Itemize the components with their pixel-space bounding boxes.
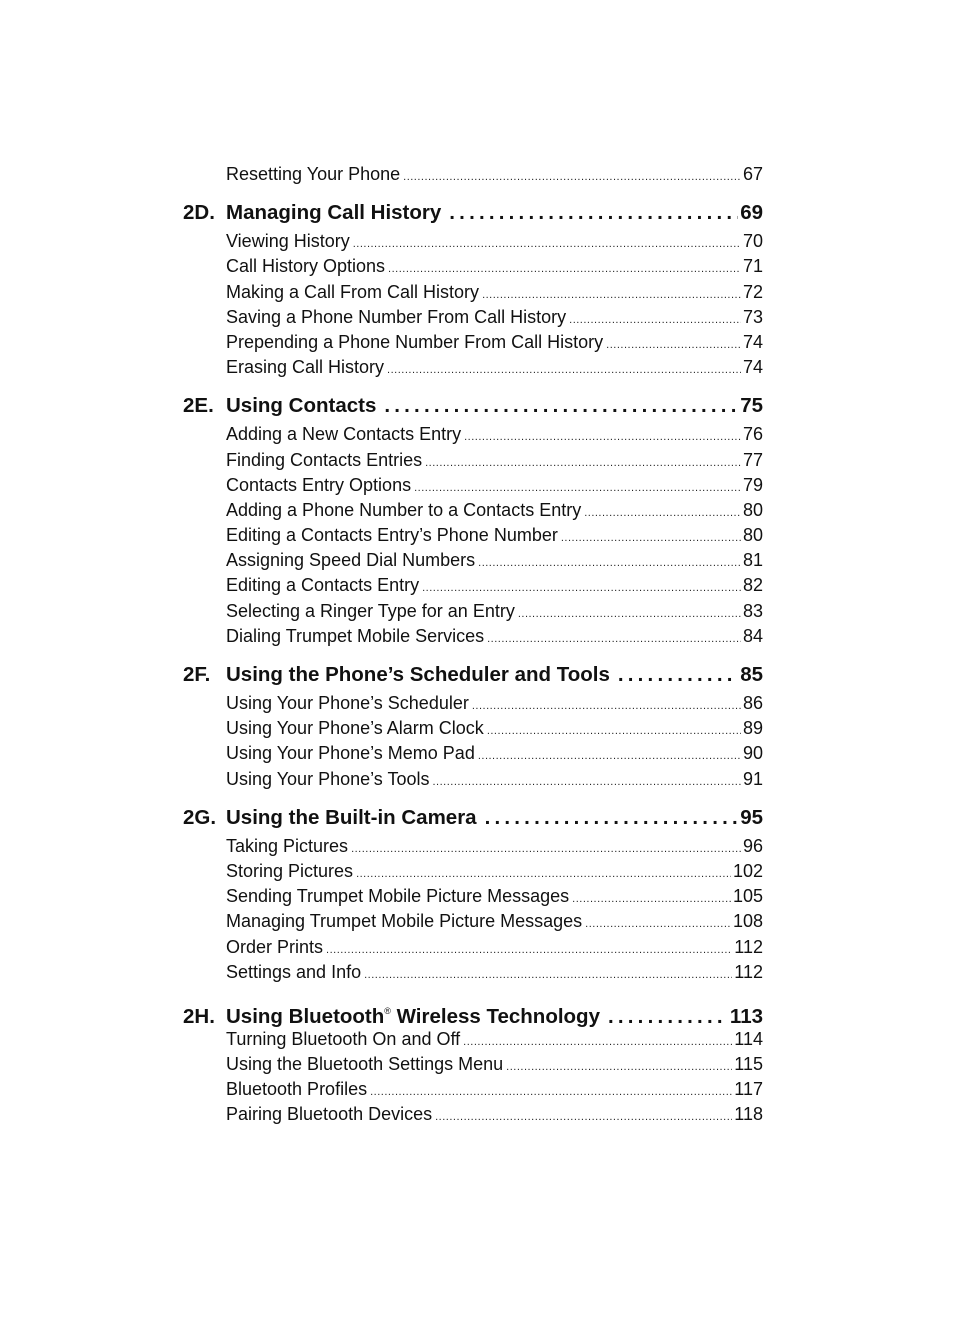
dot-leader [326,938,732,960]
entry-title: Adding a Phone Number to a Contacts Entry [226,499,582,520]
dot-leader [370,1080,732,1102]
entry-page: 79 [742,474,763,495]
dot-leader [608,1002,728,1027]
toc-section-heading[interactable] [183,660,763,691]
toc-entry[interactable] [226,884,763,909]
dot-leader [356,862,731,884]
entry-page: 115 [734,1054,763,1075]
dot-leader [432,770,740,792]
dot-leader [384,391,738,421]
entry-title: Using Your Phone’s Scheduler [226,693,469,713]
toc-section-heading[interactable] [183,391,763,422]
toc-entry[interactable] [226,473,763,498]
entry-title: Viewing History [226,231,350,252]
dot-leader [463,1030,732,1052]
dot-leader [449,198,738,228]
entry-page: 81 [742,550,763,571]
entry-page: 83 [742,600,763,621]
section-number: 2D. [183,201,215,225]
toc-entry[interactable] [226,162,763,187]
toc-entry[interactable] [226,691,763,716]
toc-entry[interactable] [226,523,763,548]
dot-leader [487,719,741,741]
toc-section-heading[interactable] [183,996,763,1027]
dot-leader [618,660,738,690]
entry-title: Settings and Info [226,961,362,982]
entry-title: Bluetooth Profiles [226,1079,368,1100]
entry-title: Using Your Phone’s Alarm Clock [226,718,484,739]
section-page: 75 [740,394,763,418]
entry-title: Using the Bluetooth Settings Menu [226,1054,504,1075]
entry-title: Order Prints [226,936,324,957]
toc-entry[interactable] [226,716,763,741]
entry-page: 108 [732,911,763,932]
toc-section-heading[interactable] [183,803,763,834]
entry-title: Taking Pictures [226,835,349,856]
toc-entry[interactable] [226,1077,763,1102]
dot-leader [464,425,741,447]
entry-title: Erasing Call History [226,357,385,378]
dot-leader [485,803,739,833]
toc-entry[interactable] [226,254,763,279]
toc-entry[interactable] [226,935,763,960]
entry-page: 84 [742,625,763,646]
dot-leader [518,602,741,624]
dot-leader [403,165,741,187]
section-page: 69 [740,201,763,225]
entry-page: 118 [734,1104,763,1125]
dot-leader [425,451,741,473]
dot-leader [478,551,741,573]
entry-title: Finding Contacts Entries [226,449,423,470]
entry-title: Using Your Phone’s Tools [226,768,430,789]
dot-leader [478,744,741,766]
dot-leader [388,257,741,279]
entry-title: Managing Trumpet Mobile Picture Messages [226,911,583,932]
entry-page: 117 [734,1079,763,1100]
dot-leader [584,501,741,523]
entry-page: 86 [742,693,763,713]
entry-title: Using Your Phone’s Memo Pad [226,743,475,764]
dot-leader [435,1105,732,1127]
toc-entry[interactable] [226,355,763,380]
entry-title: Resetting Your Phone [226,164,401,184]
dot-leader [506,1055,732,1077]
entry-page: 73 [742,306,763,327]
entry-page: 72 [742,281,763,302]
toc-entry[interactable] [226,1102,763,1127]
section-number: 2E. [183,394,214,418]
toc-entry[interactable] [226,305,763,330]
entry-title: Editing a Contacts Entry’s Phone Number [226,525,558,546]
toc-entry[interactable] [226,599,763,624]
entry-page: 112 [734,936,763,957]
dot-leader [414,476,741,498]
dot-leader [364,963,732,985]
entry-title: Contacts Entry Options [226,474,412,495]
section-page: 85 [740,663,763,686]
entry-page: 80 [742,525,763,546]
entry-page: 90 [742,743,763,764]
section-number: 2H. [183,1004,215,1027]
toc-entry[interactable] [226,229,763,254]
entry-page: 67 [742,164,763,184]
registered-mark: ® [384,1005,391,1016]
dot-leader [606,333,741,355]
entry-page: 89 [742,718,763,739]
entry-title: Storing Pictures [226,860,354,881]
section-title: Using Bluetooth® Wireless Technology [226,1004,600,1027]
table-of-contents [183,162,763,1128]
entry-page: 114 [734,1028,763,1049]
toc-entry[interactable] [226,448,763,473]
entry-page: 80 [742,499,763,520]
toc-section-heading[interactable] [183,198,763,229]
entry-page: 77 [742,449,763,470]
dot-leader [585,912,731,934]
dot-leader [472,694,741,716]
entry-title: Dialing Trumpet Mobile Services [226,625,485,646]
entry-title: Editing a Contacts Entry [226,575,420,596]
entry-page: 74 [742,357,763,378]
entry-title: Making a Call From Call History [226,281,480,302]
entry-page: 105 [732,886,763,907]
toc-entry[interactable] [226,767,763,792]
entry-page: 102 [732,860,763,881]
entry-title: Selecting a Ringer Type for an Entry [226,600,515,621]
entry-page: 71 [742,256,763,277]
entry-title: Pairing Bluetooth Devices [226,1104,433,1125]
toc-entry[interactable] [226,280,763,305]
entry-page: 91 [742,768,763,789]
dot-leader [572,887,731,909]
dot-leader [487,627,741,649]
entry-title: Saving a Phone Number From Call History [226,306,567,327]
dot-leader [422,576,741,598]
section-number: 2G. [183,805,217,829]
entry-page: 112 [734,961,763,982]
section-title: Using the Phone’s Scheduler and Tools [226,663,610,686]
toc-entry[interactable] [226,498,763,523]
entry-title: Adding a New Contacts Entry [226,424,462,445]
section-number: 2F. [183,663,211,686]
section-title: Using Contacts [226,394,377,418]
dot-leader [482,283,741,305]
toc-entry[interactable] [226,960,763,985]
entry-page: 70 [742,231,763,252]
entry-title: Prepending a Phone Number From Call History [226,331,604,352]
toc-entry[interactable] [226,1052,763,1077]
dot-leader [353,232,741,254]
toc-entry[interactable] [226,330,763,355]
toc-entry[interactable] [226,573,763,598]
section-page: 113 [729,1004,763,1027]
entry-page: 82 [742,575,763,596]
entry-page: 96 [742,835,763,856]
toc-entry[interactable] [226,422,763,447]
toc-entry[interactable] [226,909,763,934]
entry-title: Sending Trumpet Mobile Picture Messages [226,886,570,907]
dot-leader [561,526,741,548]
dot-leader [351,837,741,859]
toc-entry[interactable] [226,859,763,884]
section-title: Managing Call History [226,201,442,225]
toc-entry[interactable] [226,741,763,766]
section-title: Using the Built-in Camera [226,805,477,829]
entry-title: Assigning Speed Dial Numbers [226,550,476,571]
entry-page: 74 [742,331,763,352]
toc-entry[interactable] [226,1027,763,1052]
toc-entry[interactable] [226,834,763,859]
entry-page: 76 [742,424,763,445]
entry-title: Call History Options [226,256,386,277]
toc-entry[interactable] [226,548,763,573]
entry-title: Turning Bluetooth On and Off [226,1028,461,1049]
toc-entry[interactable] [226,624,763,649]
dot-leader [387,358,741,380]
dot-leader [569,308,741,330]
section-page: 95 [740,805,763,829]
